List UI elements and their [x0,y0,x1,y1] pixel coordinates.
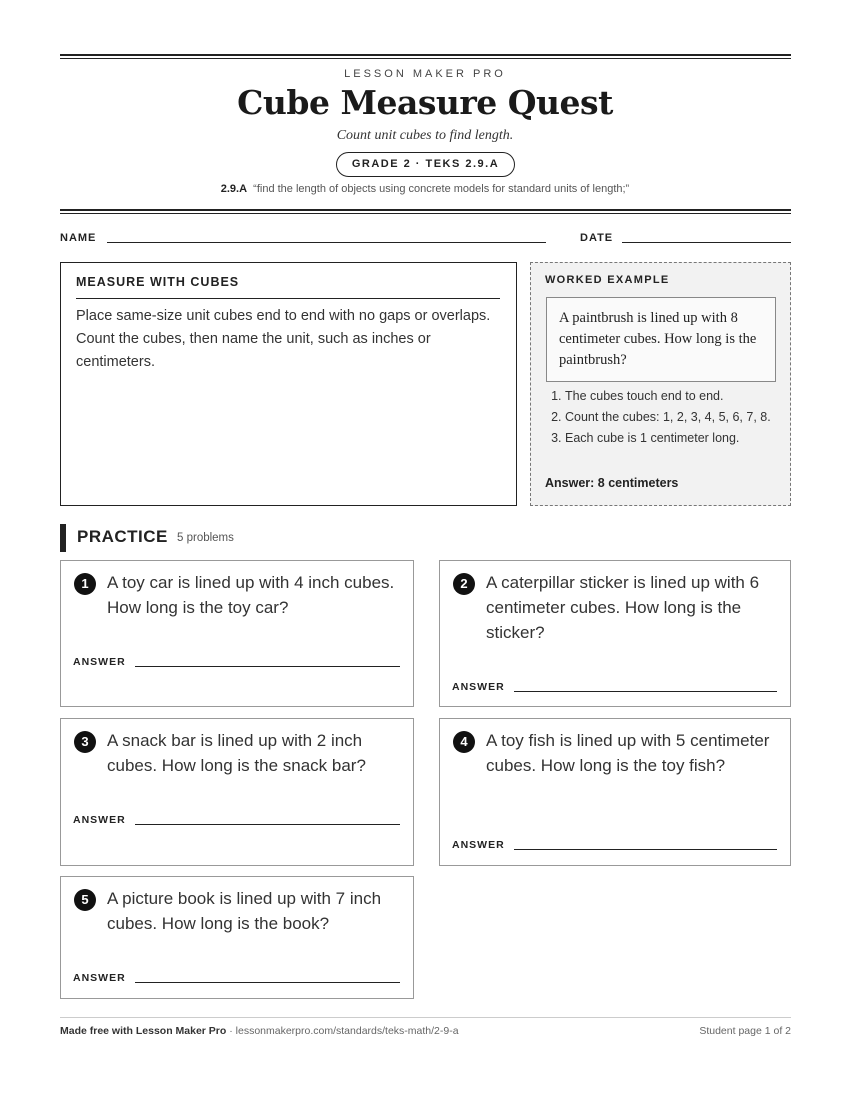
problem-card-4 [439,718,791,866]
standard-text: “find the length of objects using concrete models for standard units of length;” [253,183,630,195]
problem-text: A picture book is lined up with 7 inch cubes. How long is the book? [107,889,382,933]
standard-code: 2.9.A [220,183,248,195]
footer-rule [60,1017,791,1018]
page-title: Cube Measure Quest [237,83,613,122]
problem-card-3 [60,718,414,866]
name-label: NAME [60,232,97,244]
worked-example-steps [545,387,781,450]
intro-heading: MEASURE WITH CUBES [76,275,240,289]
worked-example-step: 1. The cubes touch end to end. [565,387,781,406]
name-field[interactable] [107,242,546,243]
problem-number-badge: 3 [74,731,96,753]
page-subtitle: Count unit cubes to find length. [336,128,514,143]
worked-example-heading: WORKED EXAMPLE [545,274,670,286]
worked-example-step: 2. Count the cubes: 1, 2, 3, 4, 5, 6, 7, 8. [565,408,781,427]
problem-text: A toy fish is lined up with 5 centimeter cubes. How long is the toy fish? [486,731,770,775]
answer-label: ANSWER [73,814,126,826]
footer-made-with: Made free with Lesson Maker Pro [60,1025,227,1037]
date-field[interactable] [622,242,791,243]
problem-text: A snack bar is lined up with 2 inch cubes. How long is the snack bar? [107,731,366,775]
answer-field[interactable] [514,691,777,692]
problem-number-badge: 2 [453,573,475,595]
measure-with-cubes-box [60,262,517,506]
worked-example-step: 3. Each cube is 1 centimeter long. [565,429,781,448]
problem-number-badge: 1 [74,573,96,595]
intro-heading-rule [76,298,500,299]
problem-text: A caterpillar sticker is lined up with 6 centimeter cubes. How long is the sticker? [486,573,760,642]
answer-label: ANSWER [452,839,505,851]
problem-number-badge: 4 [453,731,475,753]
intro-body: Place same-size unit cubes end to end with no gaps or overlaps. Count the cubes, then name the unit, such as inches or centimeters. [76,308,491,370]
answer-label: ANSWER [452,681,505,693]
problem-card-2 [439,560,791,707]
problem-number-badge: 5 [74,889,96,911]
answer-field[interactable] [135,666,400,667]
footer-page-label: Student page 1 of 2 [699,1025,791,1037]
problem-text: A toy car is lined up with 4 inch cubes. How long is the toy car? [107,573,395,617]
practice-accent-bar [60,524,66,552]
worked-example-question: A paintbrush is lined up with 8 centimeter cubes. How long is the paintbrush? [546,297,776,382]
standard-line [0,183,850,195]
header-bottom-double-rule [60,209,791,214]
answer-field[interactable] [514,849,777,850]
worked-example-answer: Answer: 8 centimeters [545,476,679,490]
answer-label: ANSWER [73,972,126,984]
answer-field[interactable] [135,824,400,825]
practice-title: PRACTICE [77,527,168,546]
problem-card-5 [60,876,414,999]
answer-label: ANSWER [73,656,126,668]
brand-name: LESSON MAKER PRO [344,68,506,80]
footer-credit [60,1025,459,1037]
top-double-rule [60,54,791,59]
answer-field[interactable] [135,982,400,983]
practice-count: 5 problems [177,532,234,544]
footer-url[interactable]: · lessonmakerpro.com/standards/teks-math/2-9-a [226,1025,459,1037]
problem-card-1 [60,560,414,707]
worked-example-box [530,262,791,506]
date-label: DATE [580,232,614,244]
grade-badge: GRADE 2 · TEKS 2.9.A [336,152,515,177]
